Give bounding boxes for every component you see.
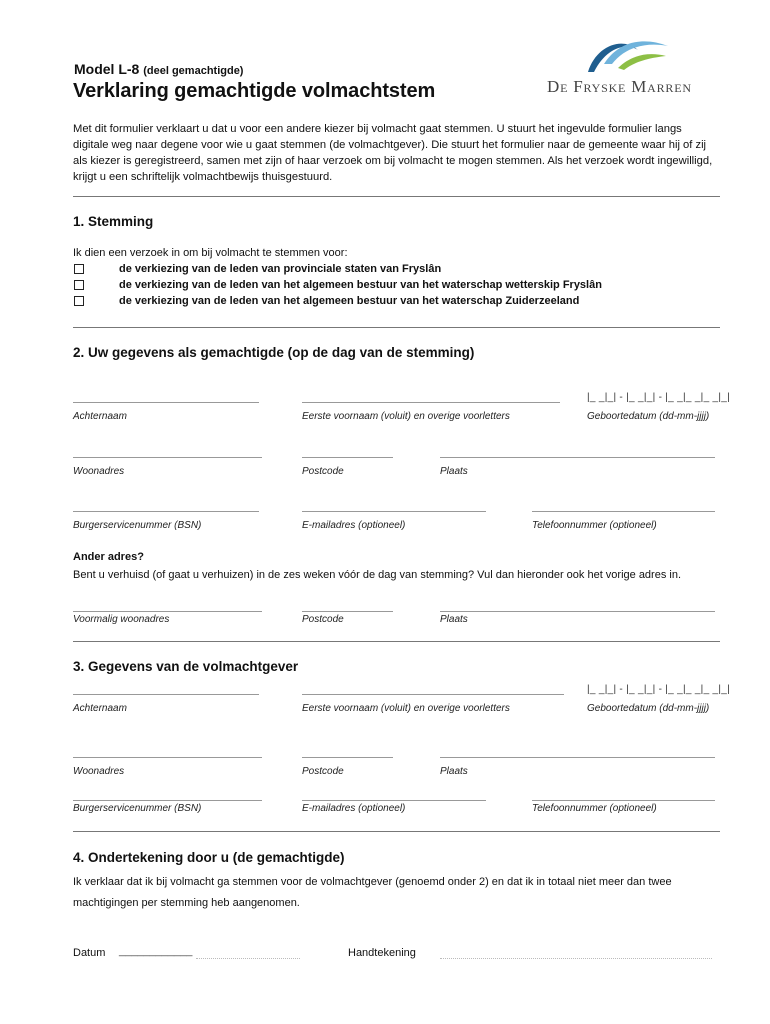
checkbox-zuiderzeeland[interactable]: [74, 296, 84, 306]
field-label: Eerste voornaam (voluit) en overige voorletters: [302, 411, 510, 422]
email-field[interactable]: [302, 800, 486, 801]
field-label: Geboortedatum (dd-mm-jjjj): [587, 703, 710, 714]
bsn-field[interactable]: [73, 511, 259, 512]
achternaam-field[interactable]: [73, 402, 259, 403]
voornaam-field[interactable]: [302, 402, 560, 403]
plaats-field[interactable]: [440, 611, 715, 612]
datum-label: Datum: [73, 947, 106, 959]
section4-title: 4. Ondertekening door u (de gemachtigde): [73, 850, 345, 865]
section3-title: 3. Gegevens van de volmachtgever: [73, 659, 299, 674]
option-label: de verkiezing van de leden van provinciale staten van Fryslân: [119, 263, 442, 275]
voormalig-woonadres-field[interactable]: [73, 611, 262, 612]
intro-text: Met dit formulier verklaart u dat u voor een andere kiezer bij volmacht gaat stemmen. U stuurt het ingevulde formulier langs digitale weg naar degene voor wie u gaat stemmen (de volmachtgever). Die stuurt het formulier naar de gemeente waar hij of zij als kiezer is geregistreerd, samen met zijn of haar verzoek om bij volmacht te mogen stemmen. Als het verzoek wordt ingewilligd, krijgt u een schriftelijk volmachtbewijs thuisgestuurd.: [73, 123, 713, 183]
field-label: Burgerservicenummer (BSN): [73, 803, 202, 814]
field-label: Postcode: [302, 466, 344, 477]
divider: [73, 641, 720, 642]
field-label: E-mailadres (optioneel): [302, 520, 406, 531]
form-model: [74, 61, 243, 77]
telefoon-field[interactable]: [532, 800, 715, 801]
field-label: Achternaam: [73, 411, 127, 422]
checkbox-wetterskip[interactable]: [74, 280, 84, 290]
field-label: Woonadres: [73, 766, 125, 777]
datum-field[interactable]: ____________: [119, 945, 193, 957]
field-label: Plaats: [440, 466, 468, 477]
geboortedatum-field[interactable]: |_ _|_| - |_ _|_| - |_ _|_ _|_ _|_|: [587, 684, 731, 695]
bsn-field[interactable]: [73, 800, 262, 801]
section1-lead: Ik dien een verzoek in om bij volmacht te stemmen voor:: [73, 247, 348, 259]
section2-title: 2. Uw gegevens als gemachtigde (op de dag van de stemming): [73, 345, 475, 360]
plaats-field[interactable]: [440, 757, 715, 758]
postcode-field[interactable]: [302, 457, 393, 458]
field-label: Postcode: [302, 766, 344, 777]
divider: [73, 327, 720, 328]
field-label: Plaats: [440, 614, 468, 625]
datum-field-extension[interactable]: [196, 958, 300, 959]
logo-text: De Fryske Marren: [547, 77, 692, 96]
section1-title: 1. Stemming: [73, 214, 154, 229]
field-label: Achternaam: [73, 703, 127, 714]
model-code: Model L-8: [74, 61, 140, 77]
divider: [73, 831, 720, 832]
woonadres-field[interactable]: [73, 457, 262, 458]
handtekening-field[interactable]: [440, 958, 712, 959]
page-title: Verklaring gemachtigde volmachtstem: [73, 80, 436, 102]
achternaam-field[interactable]: [73, 694, 259, 695]
plaats-field[interactable]: [440, 457, 715, 458]
field-label: Burgerservicenummer (BSN): [73, 520, 202, 531]
option-label: de verkiezing van de leden van het algemeen bestuur van het waterschap wetterskip Fryslân: [119, 279, 602, 291]
ander-adres-title: Ander adres?: [73, 551, 144, 563]
section4-text: Ik verklaar dat ik bij volmacht ga stemmen voor de volmachtgever (genoemd onder 2) en dat ik in totaal niet meer dan twee machtigingen per stemming heb aangenomen.: [73, 876, 672, 909]
checkbox-provinciale-staten[interactable]: [74, 264, 84, 274]
handtekening-label: Handtekening: [348, 947, 416, 959]
field-label: Voormalig woonadres: [73, 614, 170, 625]
divider: [73, 196, 720, 197]
field-label: Eerste voornaam (voluit) en overige voorletters: [302, 703, 510, 714]
option-label: de verkiezing van de leden van het algemeen bestuur van het waterschap Zuiderzeeland: [119, 295, 580, 307]
field-label: Telefoonnummer (optioneel): [532, 520, 657, 531]
logo-waves-icon: [582, 32, 672, 76]
field-label: Geboortedatum (dd-mm-jjjj): [587, 411, 710, 422]
field-label: Postcode: [302, 614, 344, 625]
telefoon-field[interactable]: [532, 511, 715, 512]
ander-adres-text: Bent u verhuisd (of gaat u verhuizen) in de zes weken vóór de dag van stemming? Vul dan hieronder ook het vorige adres in.: [73, 569, 682, 581]
voornaam-field[interactable]: [302, 694, 564, 695]
field-label: Plaats: [440, 766, 468, 777]
model-subtitle: (deel gemachtigde): [143, 65, 244, 77]
postcode-field[interactable]: [302, 611, 393, 612]
woonadres-field[interactable]: [73, 757, 262, 758]
postcode-field[interactable]: [302, 757, 393, 758]
field-label: Telefoonnummer (optioneel): [532, 803, 657, 814]
geboortedatum-field[interactable]: |_ _|_| - |_ _|_| - |_ _|_ _|_ _|_|: [587, 392, 731, 403]
field-label: Woonadres: [73, 466, 125, 477]
field-label: E-mailadres (optioneel): [302, 803, 406, 814]
email-field[interactable]: [302, 511, 486, 512]
